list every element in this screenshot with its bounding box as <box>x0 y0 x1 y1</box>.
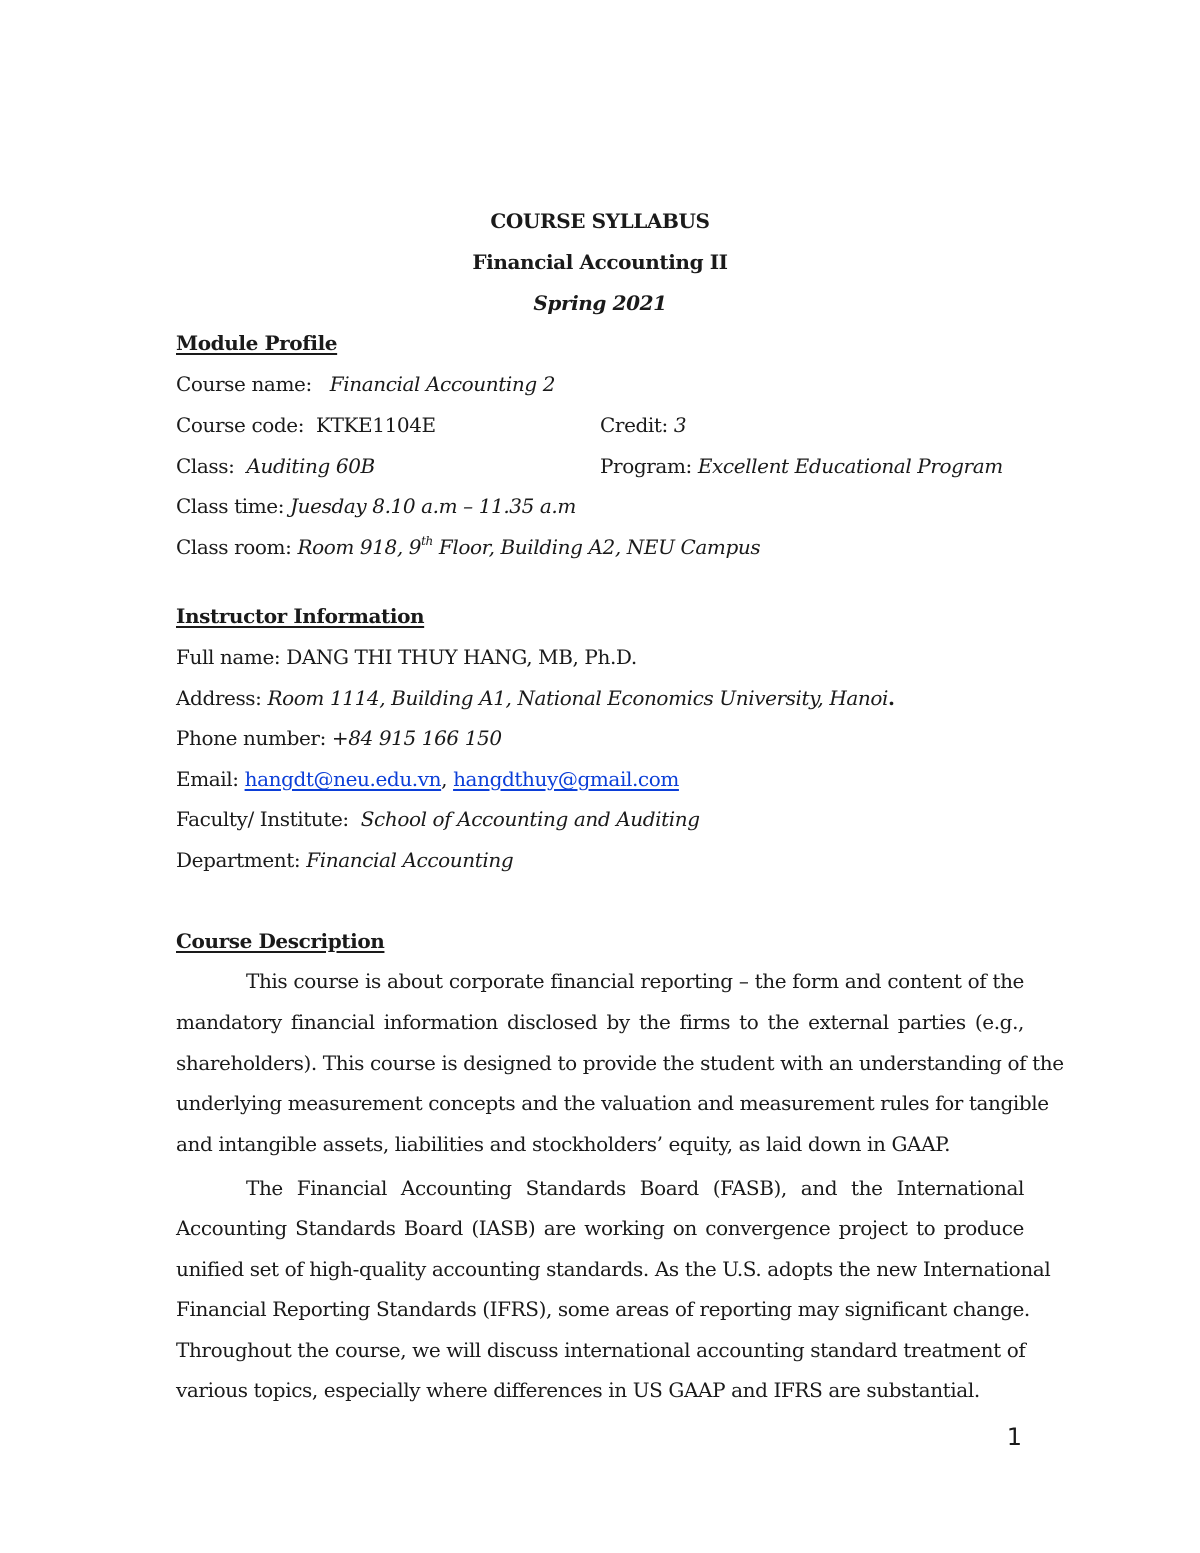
class-label: Class: <box>176 454 235 478</box>
class-room-value-part2: Floor, Building A2, NEU Campus <box>432 535 761 559</box>
class-row <box>176 453 375 479</box>
faculty-label: Faculty/ Institute: <box>176 807 349 831</box>
address-period: . <box>888 686 895 710</box>
faculty-row <box>176 806 700 832</box>
class-room-ordinal: th <box>421 534 433 548</box>
email-link-gmail[interactable]: hangdthuy@gmail.com <box>453 767 679 791</box>
paragraph-line: and intangible assets, liabilities and stockholders’ equity, as laid down in GAAP. <box>176 1132 951 1156</box>
class-room-value-part1: Room 918, 9 <box>297 535 422 559</box>
email-link-neu[interactable]: hangdt@neu.edu.vn <box>244 767 442 791</box>
email-label: Email: <box>176 767 239 791</box>
course-code-row <box>176 412 436 438</box>
credit-value: 3 <box>673 413 687 437</box>
term-label: Spring 2021 <box>533 291 667 315</box>
class-room-row <box>176 534 760 560</box>
course-code-value: KTKE1104E <box>316 413 436 437</box>
program-value: Excellent Educational Program <box>697 454 1003 478</box>
module-profile-heading: Module Profile <box>176 331 338 355</box>
department-value: Financial Accounting <box>306 848 514 872</box>
paragraph-line: Financial Reporting Standards (IFRS), some areas of reporting may significant change. <box>176 1297 1030 1321</box>
department-row <box>176 847 513 873</box>
phone-value: +84 915 166 150 <box>331 726 502 750</box>
full-name-label: Full name: <box>176 645 281 669</box>
course-name-value: Financial Accounting 2 <box>329 372 556 396</box>
course-subtitle: Financial Accounting II <box>472 250 728 274</box>
address-label: Address: <box>176 686 262 710</box>
email-separator: , <box>441 767 448 791</box>
class-time-row <box>176 493 576 519</box>
paragraph-line: underlying measurement concepts and the valuation and measurement rules for tangible <box>176 1091 1049 1115</box>
class-time-value: Juesday 8.10 a.m – 11.35 a.m <box>290 494 576 518</box>
paragraph-line: mandatory financial information disclosed by the firms to the external parties (e.g., <box>176 1010 1024 1034</box>
class-time-label: Class time: <box>176 494 285 518</box>
phone-row <box>176 725 502 751</box>
page-number: 1 <box>1006 1423 1022 1451</box>
faculty-value: School of Accounting and Auditing <box>360 807 700 831</box>
class-room-label: Class room: <box>176 535 292 559</box>
program-row <box>600 453 1003 479</box>
course-name-row <box>176 371 555 397</box>
paragraph-line: various topics, especially where differences in US GAAP and IFRS are substantial. <box>176 1378 980 1402</box>
course-code-label: Course code: <box>176 413 305 437</box>
credit-label: Credit: <box>600 413 668 437</box>
credit-row <box>600 412 686 438</box>
full-name-row <box>176 644 637 670</box>
description-heading: Course Description <box>176 929 385 953</box>
paragraph-line: Accounting Standards Board (IASB) are working on convergence project to produce <box>176 1216 1024 1240</box>
paragraph-line: The Financial Accounting Standards Board (FASB), and the International <box>246 1176 1024 1200</box>
instructor-heading: Instructor Information <box>176 604 425 628</box>
document-title: COURSE SYLLABUS <box>490 209 710 233</box>
address-row <box>176 685 895 711</box>
email-row <box>176 766 679 792</box>
course-name-label: Course name: <box>176 372 312 396</box>
class-value: Auditing 60B <box>246 454 375 478</box>
program-label: Program: <box>600 454 692 478</box>
paragraph-line: Throughout the course, we will discuss international accounting standard treatment of <box>176 1338 1026 1362</box>
address-value: Room 1114, Building A1, National Economics University, Hanoi <box>267 686 889 710</box>
department-label: Department: <box>176 848 301 872</box>
phone-label: Phone number: <box>176 726 326 750</box>
full-name-value: DANG THI THUY HANG, MB, Ph.D. <box>286 645 637 669</box>
paragraph-line: shareholders). This course is designed to provide the student with an understanding of the <box>176 1051 1064 1075</box>
paragraph-line: This course is about corporate financial reporting – the form and content of the <box>246 969 1024 993</box>
paragraph-line: unified set of high-quality accounting standards. As the U.S. adopts the new International <box>176 1257 1051 1281</box>
class-room-value <box>297 535 760 559</box>
